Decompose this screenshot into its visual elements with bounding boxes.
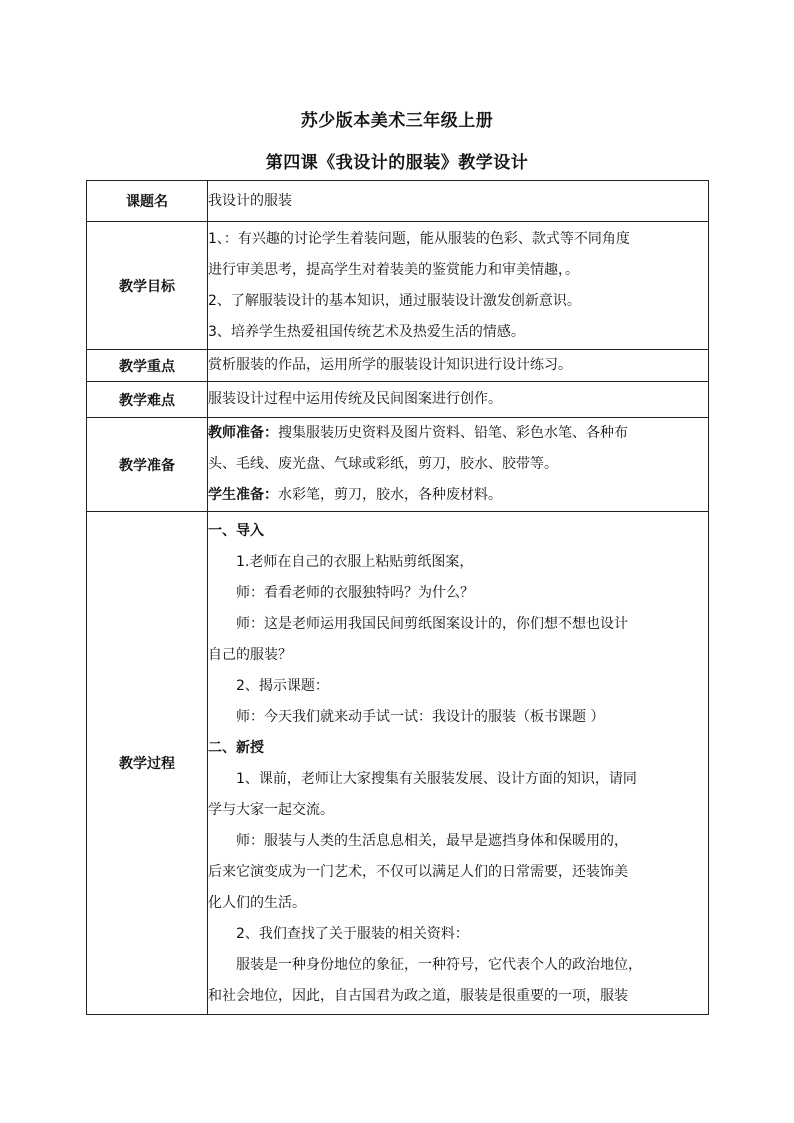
goals-label: 教学目标 [87, 222, 208, 350]
goals-line: 2、了解服装设计的基本知识，通过服装设计激发创新意识。 [208, 292, 581, 309]
key-points-text: 赏析服装的作品，运用所学的服装设计知识进行设计练习。 [208, 357, 572, 373]
process-line: 化人们的生活。 [208, 894, 306, 911]
preparation-content [208, 418, 709, 512]
process-line: 和社会地位，因此，自古国君为政之道，服装是很重要的一项，服装 [208, 987, 628, 1004]
process-line: 师：看看老师的衣服独特吗？为什么？ [236, 584, 474, 601]
teacher-preparation-text: 搜集服装历史资料及图片资料、铅笔、彩色水笔、各种布 [278, 425, 628, 441]
teacher-preparation-cont: 头、毛线、废光盘、气球或彩纸，剪刀，胶水、胶带等。 [208, 456, 558, 472]
process-line: 1.老师在自己的衣服上粘贴剪纸图案， [236, 553, 474, 570]
difficulties-value [208, 382, 709, 418]
goals-line: 3、培养学生热爱祖国传统艺术及热爱生活的情感。 [208, 323, 525, 340]
table-row-topic [87, 181, 709, 222]
table-row-difficulties [87, 382, 709, 418]
process-line: 师：这是老师运用我国民间剪纸图案设计的，你们想不想也设计 [236, 615, 628, 632]
lesson-title: 第四课《我设计的服装》教学设计 [265, 153, 529, 173]
process-line: 后来它演变成为一门艺术，不仅可以满足人们的日常需要，还装饰美 [208, 863, 628, 880]
goals-line: 进行审美思考，提高学生对着装美的鉴赏能力和审美情趣，。 [208, 261, 579, 278]
goals-content [208, 222, 709, 350]
process-line: 1、课前，老师让大家搜集有关服装发展、设计方面的知识，请同 [236, 770, 637, 787]
process-content [208, 512, 709, 1015]
teacher-preparation [208, 418, 708, 449]
table-row-goals [87, 222, 709, 350]
student-preparation [208, 480, 708, 511]
table-row-process [87, 512, 709, 1015]
difficulties-label: 教学难点 [87, 382, 208, 418]
topic-value [208, 181, 709, 222]
document-title: 苏少版本美术三年级上册 [300, 111, 494, 131]
goals-line: 1、：有兴趣的讨论学生着装问题，能从服装的色彩、款式等不同角度 [208, 230, 630, 247]
topic-text: 我设计的服装 [208, 192, 292, 209]
process-line: 学与大家一起交流。 [208, 801, 334, 818]
process-line: 2、我们查找了关于服装的相关资料： [236, 925, 469, 942]
student-preparation-text: 水彩笔，剪刀，胶水，各种废材料。 [278, 487, 502, 503]
section-heading-new: 二、新授 [208, 739, 264, 756]
process-line: 服装是一种身份地位的象征，一种符号，它代表个人的政治地位， [236, 956, 642, 973]
key-points-label: 教学重点 [87, 350, 208, 382]
difficulties-text: 服装设计过程中运用传统及民间图案进行创作。 [208, 391, 502, 407]
table-row-key-points [87, 350, 709, 382]
teacher-preparation-label: 教师准备： [208, 425, 278, 441]
process-label: 教学过程 [87, 512, 208, 1015]
process-line: 师：今天我们就来动手试一试：我设计的服装（板书课题 ） [236, 708, 605, 725]
table-row-preparation [87, 418, 709, 512]
section-heading-intro: 一、导入 [208, 522, 264, 539]
key-points-value [208, 350, 709, 382]
topic-label: 课题名 [87, 181, 208, 222]
process-line: 师：服装与人类的生活息息相关，最早是遮挡身体和保暖用的， [236, 832, 628, 849]
lesson-plan-table [86, 180, 709, 1015]
process-line: 自己的服装？ [208, 646, 292, 663]
preparation-label: 教学准备 [87, 418, 208, 512]
student-preparation-label: 学生准备： [208, 487, 278, 503]
process-line: 2、揭示课题： [236, 677, 329, 694]
